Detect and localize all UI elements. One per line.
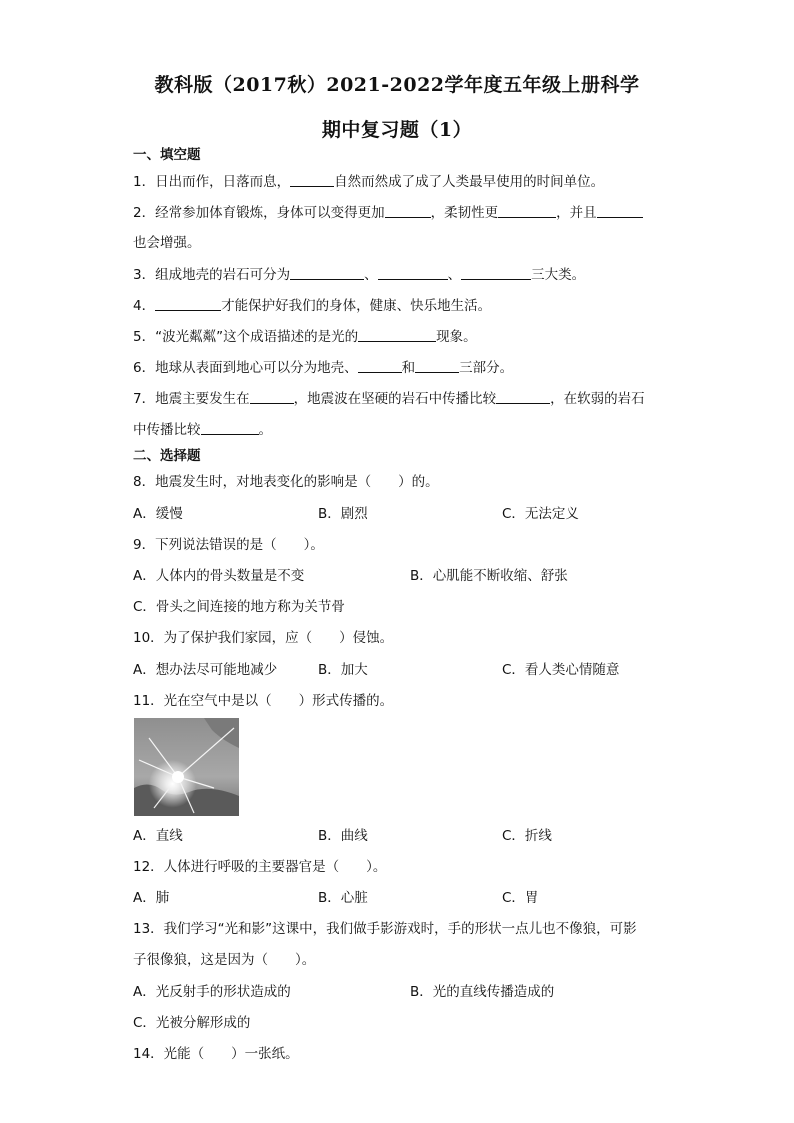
q3-blank-3[interactable] <box>461 266 531 280</box>
question-5 <box>133 328 477 346</box>
q2-blank-1[interactable] <box>385 204 431 218</box>
q4-text-b: 才能保护好我们的身体，健康、快乐地生活。 <box>221 298 492 314</box>
q11-option-a[interactable]: A．直线 <box>133 828 183 844</box>
q6-text-a: 6．地球从表面到地心可以分为地壳、 <box>133 360 358 376</box>
q7-text-d: 中传播比较 <box>133 422 201 438</box>
question-2 <box>133 204 643 222</box>
q5-text-a: 5．“波光粼粼”这个成语描述的是光的 <box>133 329 359 345</box>
q9-option-a[interactable]: A．人体内的骨头数量是不变 <box>133 568 305 584</box>
q10-option-b[interactable]: B．加大 <box>318 662 368 678</box>
q7-text-e: 。 <box>258 422 272 438</box>
question-13: 13．我们学习“光和影”这课中，我们做手影游戏时，手的形状一点儿也不像狼，可影 <box>133 921 637 937</box>
question-7-continued <box>133 421 272 439</box>
q11-option-c[interactable]: C．折线 <box>502 828 552 844</box>
question-12: 12．人体进行呼吸的主要器官是（ ）。 <box>133 859 387 875</box>
q5-blank[interactable] <box>358 328 436 342</box>
q7-blank-2[interactable] <box>496 390 550 404</box>
question-2-continued: 也会增强。 <box>133 235 201 251</box>
q9-option-c[interactable]: C．骨头之间连接的地方称为关节骨 <box>133 599 345 615</box>
worksheet-title: 教科版（2017秋）2021-2022学年度五年级上册科学 <box>154 74 640 96</box>
q2-blank-2[interactable] <box>498 204 556 218</box>
q13-option-b[interactable]: B．光的直线传播造成的 <box>410 984 555 1000</box>
q3-text-d: 三大类。 <box>531 267 586 283</box>
q8-option-a[interactable]: A．缓慢 <box>133 506 183 522</box>
q13-option-a[interactable]: A．光反射手的形状造成的 <box>133 984 291 1000</box>
question-6 <box>133 359 513 377</box>
question-13-continued: 子很像狼，这是因为（ ）。 <box>133 952 316 968</box>
q1-text-a: 1．日出而作，日落而息， <box>133 174 291 190</box>
question-14: 14．光能（ ）一张纸。 <box>133 1046 299 1062</box>
q7-text-a: 7．地震主要发生在 <box>133 391 250 407</box>
q8-option-b[interactable]: B．剧烈 <box>318 506 368 522</box>
q3-text-a: 3．组成地壳的岩石可分为 <box>133 267 291 283</box>
q6-text-c: 三部分。 <box>459 360 514 376</box>
question-1 <box>133 173 604 191</box>
q7-text-b: ，地震波在坚硬的岩石中传播比较 <box>293 391 497 407</box>
q3-text-c: 、 <box>447 267 462 283</box>
q7-blank-1[interactable] <box>250 390 294 404</box>
q10-option-c[interactable]: C．看人类心情随意 <box>502 662 620 678</box>
section-heading-fill-in: 一、填空题 <box>133 147 201 163</box>
q3-blank-2[interactable] <box>378 266 448 280</box>
q3-text-b: 、 <box>364 267 378 283</box>
worksheet-subtitle: 期中复习题（1） <box>321 119 473 141</box>
q13-option-c[interactable]: C．光被分解形成的 <box>133 1015 251 1031</box>
sunlight-rays-image <box>134 718 239 816</box>
q1-blank[interactable] <box>290 173 334 187</box>
q12-option-c[interactable]: C．胃 <box>502 890 539 906</box>
q12-option-b[interactable]: B．心脏 <box>318 890 368 906</box>
q6-text-b: 和 <box>401 360 416 376</box>
q7-text-c: ，在软弱的岩石 <box>550 391 645 407</box>
q4-text-a: 4． <box>133 298 156 314</box>
question-10: 10．为了保护我们家园，应（ ）侵蚀。 <box>133 630 394 646</box>
q9-option-b[interactable]: B．心肌能不断收缩、舒张 <box>410 568 568 584</box>
q8-option-c[interactable]: C．无法定义 <box>502 506 579 522</box>
q6-blank-1[interactable] <box>358 359 402 373</box>
q1-text-b: 自然而然成了成了人类最早使用的时间单位。 <box>334 174 605 190</box>
q2-text-b: ，柔韧性更 <box>430 205 499 221</box>
question-3 <box>133 266 585 284</box>
question-9: 9．下列说法错误的是（ ）。 <box>133 537 324 553</box>
question-11: 11．光在空气中是以（ ）形式传播的。 <box>133 693 394 709</box>
q7-blank-3[interactable] <box>201 421 259 435</box>
q2-text-c: ，并且 <box>556 205 597 221</box>
question-8: 8．地震发生时，对地表变化的影响是（ ）的。 <box>133 474 439 490</box>
question-4 <box>133 297 491 315</box>
q6-blank-2[interactable] <box>415 359 459 373</box>
q11-option-b[interactable]: B．曲线 <box>318 828 368 844</box>
section-heading-choice: 二、选择题 <box>133 448 201 464</box>
q12-option-a[interactable]: A．肺 <box>133 890 170 906</box>
q5-text-b: 现象。 <box>436 329 477 345</box>
q2-text-a: 2．经常参加体育锻炼，身体可以变得更加 <box>133 205 385 221</box>
q3-blank-1[interactable] <box>290 266 364 280</box>
q4-blank[interactable] <box>155 297 221 311</box>
q2-blank-3[interactable] <box>597 204 643 218</box>
q10-option-a[interactable]: A．想办法尽可能地减少 <box>133 662 278 678</box>
question-7 <box>133 390 645 408</box>
